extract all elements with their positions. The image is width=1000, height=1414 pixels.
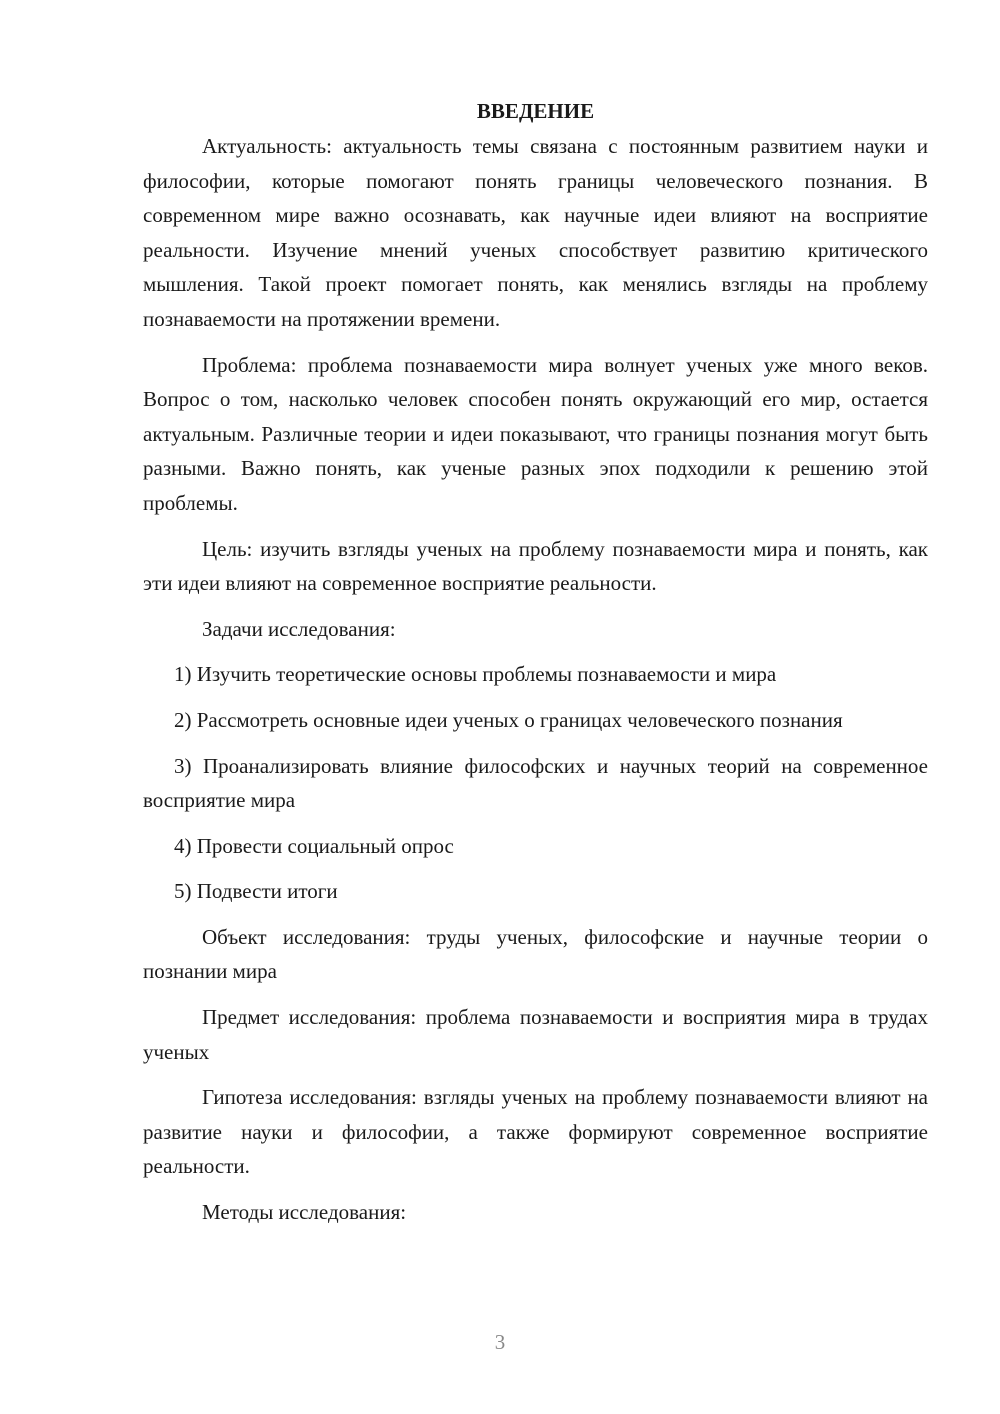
object-paragraph: Объект исследования: труды ученых, философские и научные теории о познании мира	[143, 924, 928, 984]
relevance-paragraph: Актуальность: актуальность темы связана с постоянным развитием науки и философии, которые помогают понять границы человеческого познания. В современном мире важно осознавать, как научные идеи влияют на восприятие реальности. Изучение мнений ученых способствует развитию критического мышления. Такой проект помогает понять, как менялись взгляды на проблему познаваемости на протяжении времени.	[143, 134, 928, 331]
methods-title: Методы исследования:	[202, 1200, 407, 1225]
task-item-5: 5) Подвести итоги	[174, 879, 338, 904]
goal-paragraph: Цель: изучить взгляды ученых на проблему познаваемости мира и понять, как эти идеи влияют на современное восприятие реальности.	[143, 536, 928, 596]
document-page	[143, 94, 928, 1241]
subject-paragraph: Предмет исследования: проблема познаваемости и восприятия мира в трудах ученых	[143, 1005, 928, 1064]
section-heading: ВВЕДЕНИЕ	[476, 99, 595, 123]
problem-paragraph: Проблема: проблема познаваемости мира волнует ученых уже много веков. Вопрос о том, насколько человек способен понять окружающий его мир, остается актуальным. Различные теории и идеи показывают, что границы познания могут быть разными. Важно понять, как ученые разных эпох подходили к решению этой проблемы.	[143, 352, 928, 515]
tasks-title: Задачи исследования:	[202, 616, 396, 641]
task-item-1: 1) Изучить теоретические основы проблемы познаваемости и мира	[174, 662, 777, 687]
task-item-2: 2) Рассмотреть основные идеи ученых о границах человеческого познания	[174, 707, 843, 732]
task-item-3: 3) Проанализировать влияние философских и научных теорий на современное восприятие мира	[143, 753, 928, 813]
task-item-4: 4) Провести социальный опрос	[174, 833, 454, 858]
page-number: 3	[494, 1330, 506, 1354]
hypothesis-paragraph: Гипотеза исследования: взгляды ученых на проблему познаваемости влияют на развитие науки и философии, а также формируют современное восприятие реальности.	[143, 1085, 928, 1179]
